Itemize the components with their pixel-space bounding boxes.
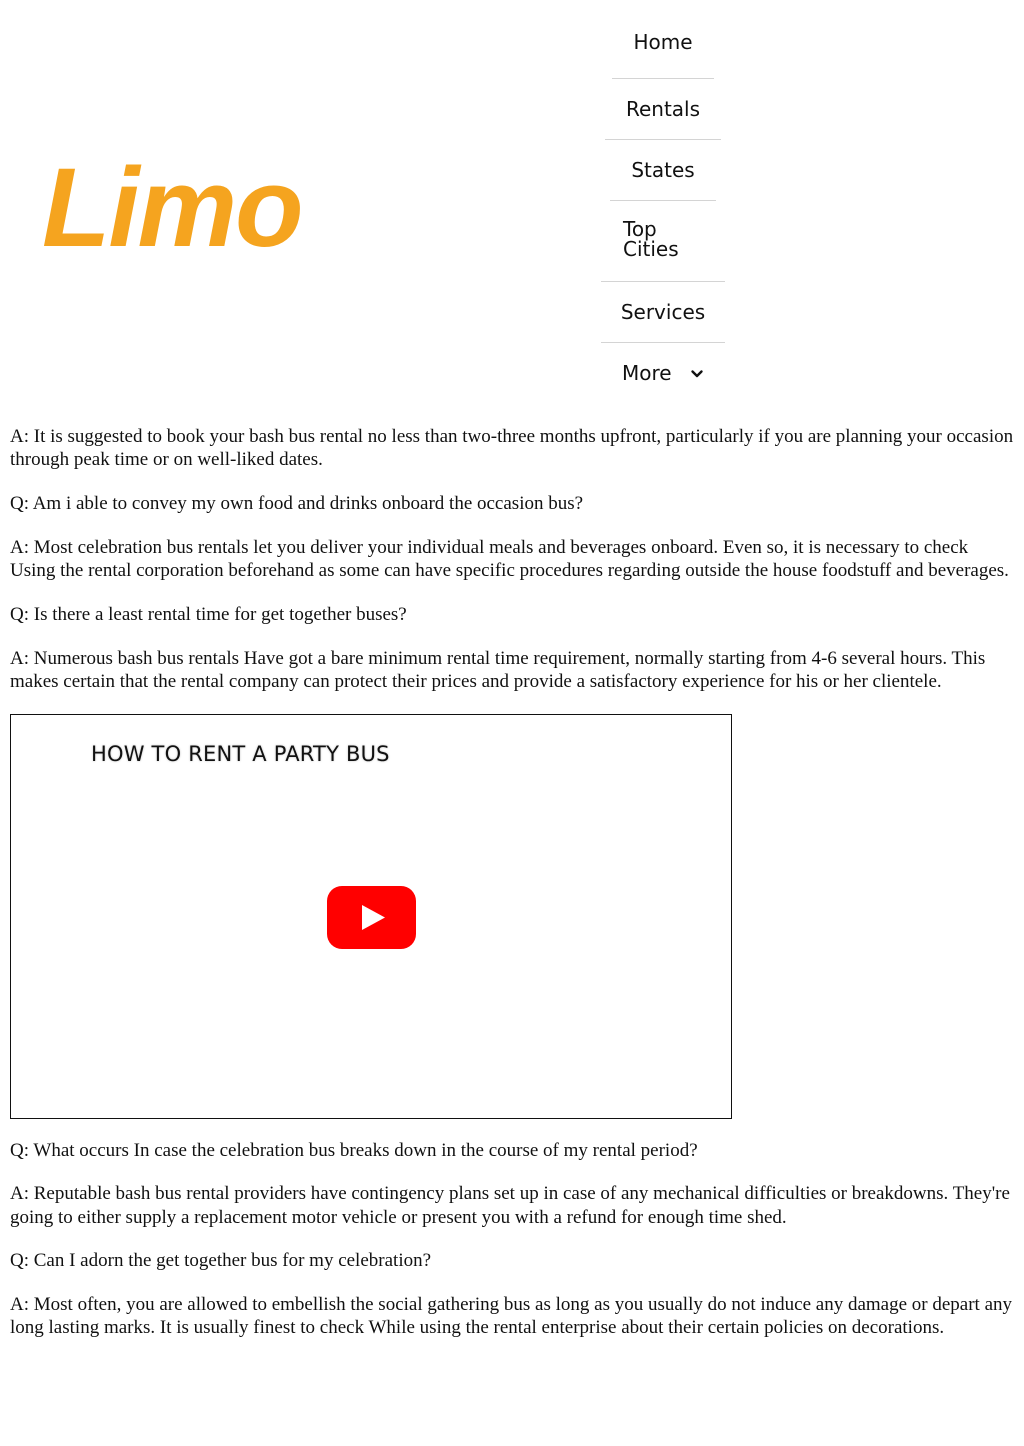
faq-answer: A: Reputable bash bus rental providers have contingency plans set up in case of any mechanical difficulties or breakdowns. They're going to either supply a replacement motor vehicle or present you with a refund for enough time shed. xyxy=(10,1183,1010,1228)
faq-question: Q: Am i able to convey my own food and drinks onboard the occasion bus? xyxy=(10,493,584,514)
nav-item-more[interactable] xyxy=(598,343,728,403)
chevron-down-icon xyxy=(690,367,704,381)
nav-item-states[interactable] xyxy=(598,140,728,200)
limo-logo[interactable] xyxy=(40,150,330,255)
nav-item-home[interactable] xyxy=(598,12,728,78)
nav-item-more-label: More xyxy=(622,361,672,385)
nav-item-services[interactable] xyxy=(598,282,728,342)
nav-item-top-cities[interactable] xyxy=(598,201,728,281)
nav-item-states-label: States xyxy=(631,158,695,182)
nav-item-home-label: Home xyxy=(633,30,693,54)
faq-question: Q: What occurs In case the celebration bus breaks down in the course of my rental period? xyxy=(10,1139,698,1161)
faq-question: Q: Is there a least rental time for get together buses? xyxy=(10,603,407,625)
faq-answer: A: It is suggested to book your bash bus rental no less than two-three months upfront, particularly if you are planning your occasion through peak time or on well-liked dates. xyxy=(10,426,1014,471)
site-header xyxy=(0,0,1024,410)
faq-answer: A: Most often, you are allowed to embellish the social gathering bus as long as you usually do not induce any damage or depart any long lasting marks. It is usually finest to check While using the rental enterprise about their certain policies on decorations. xyxy=(10,1294,1013,1339)
youtube-play-icon[interactable] xyxy=(327,886,416,949)
nav-item-rentals[interactable] xyxy=(598,79,728,139)
nav-item-top-cities-label: Top Cities xyxy=(623,217,679,261)
faq-answer: A: Most celebration bus rentals let you deliver your individual meals and beverages onboard. Even so, it is necessary to check Using the rental corporation beforehand as some can have specific procedures regarding outside the house foodstuff and beverages. xyxy=(10,536,1009,581)
faq-answer: A: Numerous bash bus rentals Have got a bare minimum rental time requirement, normally starting from 4-6 several hours. This makes certain that the rental company can protect their prices and provide a satisfactory experience for his or her clientele. xyxy=(10,647,986,692)
video-title[interactable]: HOW TO RENT A PARTY BUS xyxy=(91,741,390,766)
logo-text: Limo xyxy=(42,150,302,255)
embedded-video[interactable] xyxy=(10,714,732,1119)
main-nav xyxy=(598,12,728,403)
nav-item-services-label: Services xyxy=(620,300,706,324)
article-content xyxy=(10,425,1014,1360)
faq-question: Q: Can I adorn the get together bus for my celebration? xyxy=(10,1250,432,1272)
nav-item-rentals-label: Rentals xyxy=(625,97,701,121)
